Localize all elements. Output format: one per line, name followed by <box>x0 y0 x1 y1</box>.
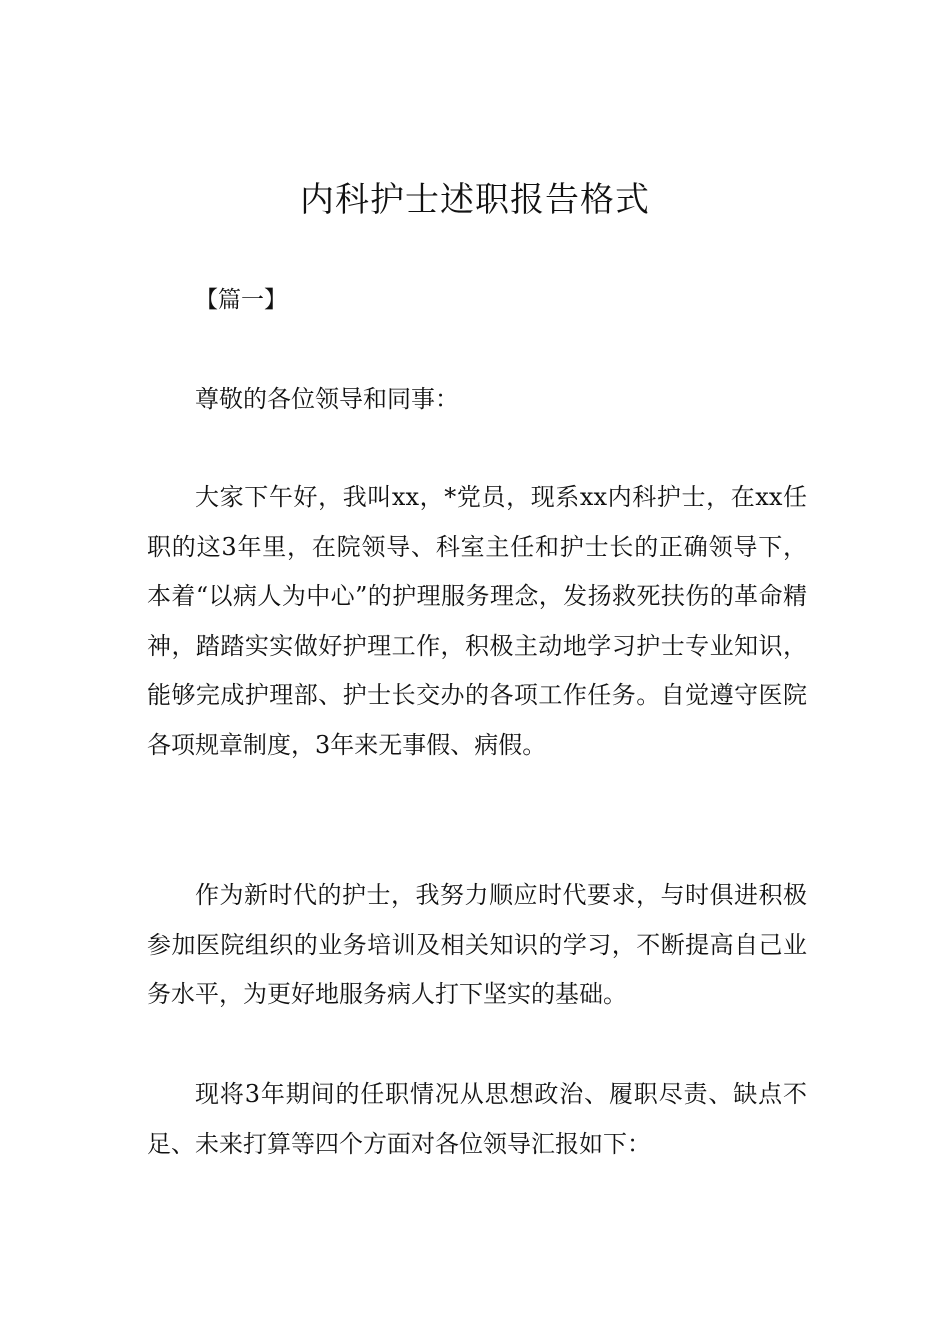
document-title: 内科护士述职报告格式 <box>300 180 650 220</box>
body-paragraph-3: 现将3年期间的任职情况从思想政治、履职尽责、缺点不足、未来打算等四个方面对各位领导汇报如下： <box>147 1080 807 1158</box>
section-label: 【篇一】 <box>195 287 287 313</box>
body-paragraph-2: 作为新时代的护士，我努力顺应时代要求，与时俱进积极参加医院组织的业务培训及相关知识的学习，不断提高自己业务水平，为更好地服务病人打下坚实的基础。 <box>147 881 807 1008</box>
body-paragraph-1: 大家下午好，我叫xx，*党员，现系xx内科护士，在xx任职的这3年里，在院领导、科室主任和护士长的正确领导下，本着“以病人为中心”的护理服务理念，发扬救死扶伤的革命精神，踏踏实实做好护理工作，积极主动地学习护士专业知识，能够完成护理部、护士长交办的各项工作任务。自觉遵守医院各项规章制度，3年来无事假、病假。 <box>147 483 807 759</box>
greeting-paragraph: 尊敬的各位领导和同事： <box>195 385 459 413</box>
